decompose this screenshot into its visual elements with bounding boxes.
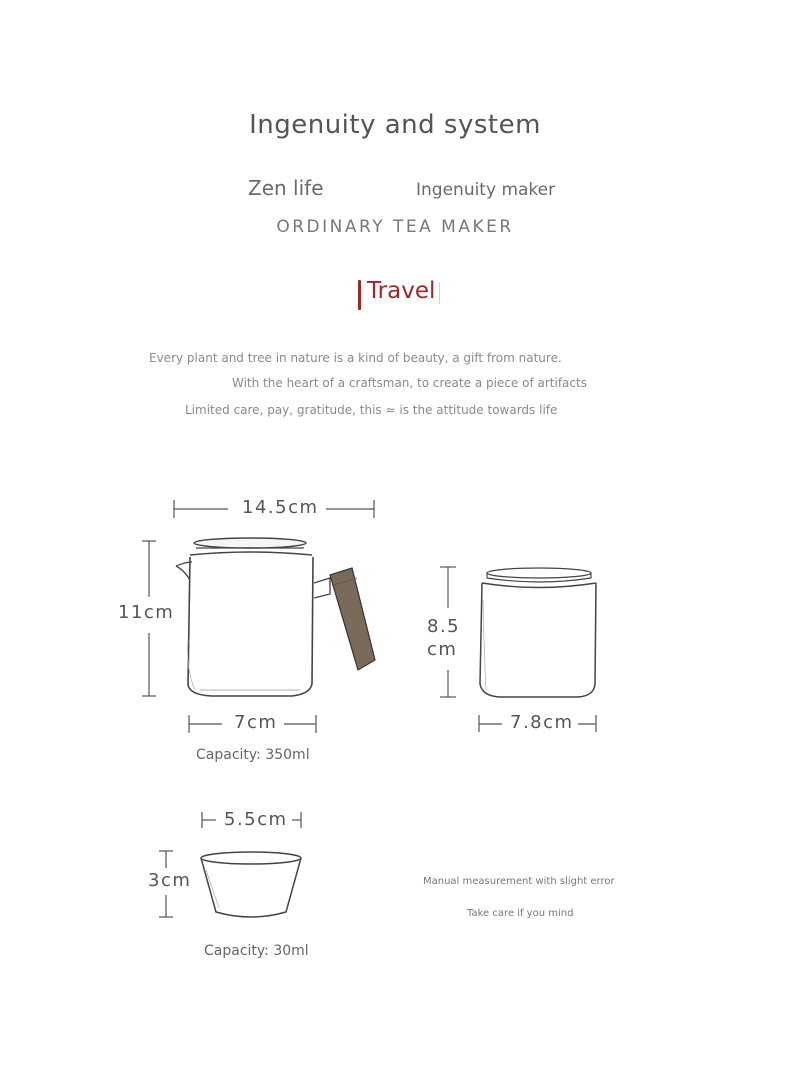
cup-height-label: 3cm xyxy=(144,870,195,891)
canister-height-label-1: 8.5 xyxy=(423,616,464,637)
measurement-note: Manual measurement with slight error xyxy=(423,876,615,887)
canister-illustration xyxy=(480,568,596,697)
intro-line-3: Limited care, pay, gratitude, this ≈ is the attitude towards life xyxy=(185,403,558,417)
canister-width-label: 7.8cm xyxy=(506,712,578,733)
subtitle-ingenuity-maker: Ingenuity maker xyxy=(416,180,556,200)
cup-capacity: Capacity: 30ml xyxy=(204,943,309,959)
teapot-height-label: 11cm xyxy=(114,602,178,623)
teapot-width-label: 14.5cm xyxy=(238,497,323,518)
intro-line-1: Every plant and tree in nature is a kind of beauty, a gift from nature. xyxy=(149,351,562,365)
subtitle-zen-life: Zen life xyxy=(248,176,324,200)
care-note: Take care if you mind xyxy=(467,908,574,919)
tagline: ORDINARY TEA MAKER xyxy=(276,217,514,237)
teapot-capacity: Capacity: 350ml xyxy=(196,747,310,763)
cup-illustration xyxy=(201,852,301,917)
canister-height-label-2: cm xyxy=(423,639,461,660)
cup-width-label: 5.5cm xyxy=(220,809,292,830)
section-label-text: Travel xyxy=(367,278,436,304)
intro-line-2: With the heart of a craftsman, to create a piece of artifacts xyxy=(232,376,587,390)
teapot-base-label: 7cm xyxy=(230,712,281,733)
page-title: Ingenuity and system xyxy=(249,110,541,140)
teapot-illustration xyxy=(176,538,375,696)
